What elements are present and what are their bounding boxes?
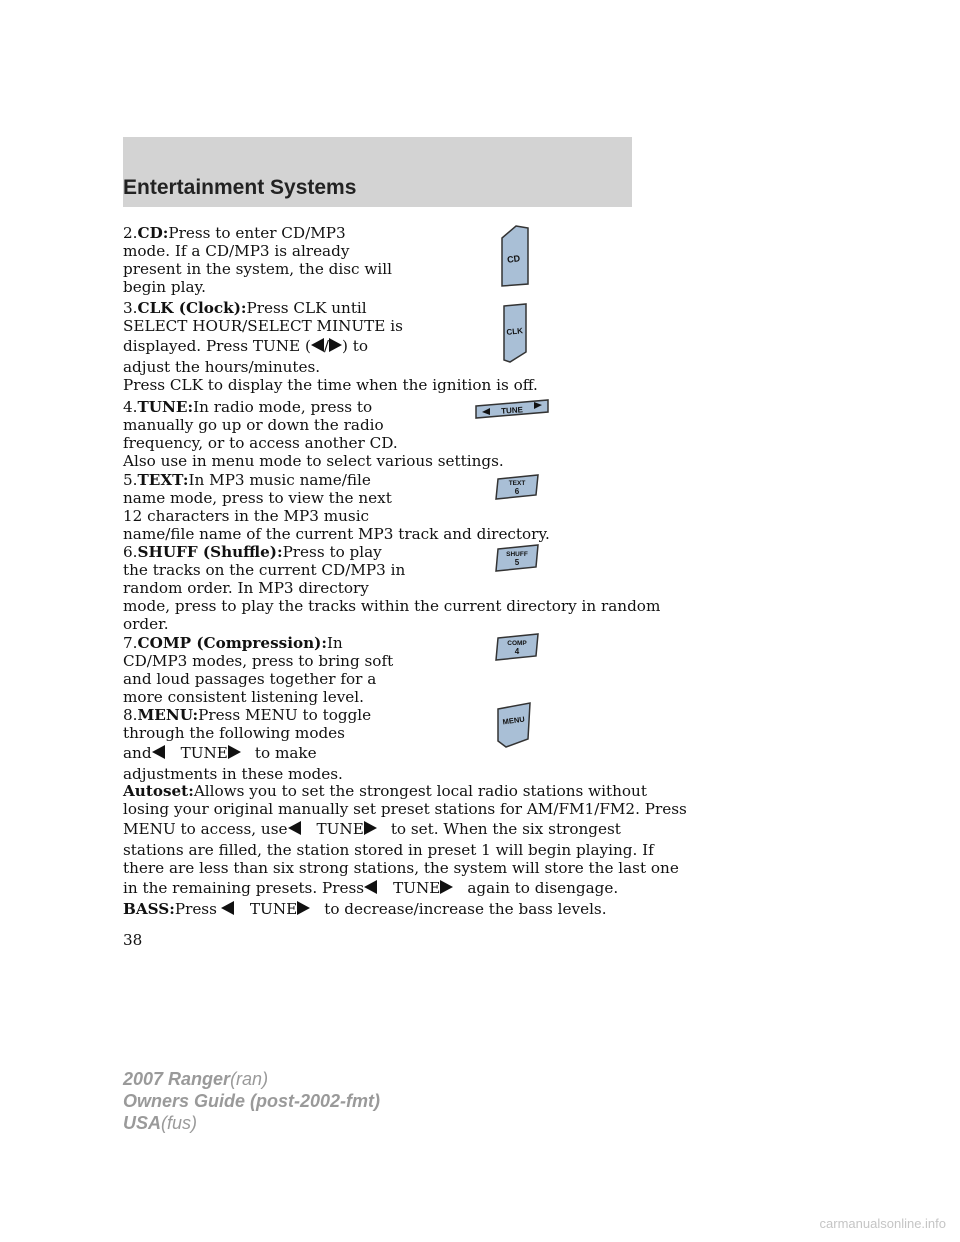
tune-right-arrow-icon [440, 880, 453, 894]
text-button-icon [494, 473, 542, 501]
text-button-label: TEXT [508, 480, 526, 487]
tune-left-arrow-icon [152, 745, 165, 759]
tune-left-arrow-icon [311, 338, 324, 352]
comp-button-number: 4 [514, 647, 520, 656]
menu-button-label: MENU [502, 714, 526, 727]
tune-right-arrow-icon [297, 901, 310, 915]
shuff-button-number: 5 [514, 558, 520, 567]
tune-right-arrow-icon [329, 338, 342, 352]
cd-description: 2.CD:Press to enter CD/MP3 mode. If a CD/MP3 is already present in the system, the disc will begin play. [123, 224, 392, 296]
tune-button-label: TUNE [500, 405, 524, 416]
cd-button-icon [494, 224, 534, 288]
clk-button-icon [500, 302, 532, 364]
clk-description: 3.CLK (Clock):Press CLK until SELECT HOUR/SELECT MINUTE is displayed. Press TUNE ( / ) to adjust the hours/minutes. Press CLK to display the time when the ignition is off. [123, 299, 538, 394]
tune-right-arrow-icon [228, 745, 241, 759]
text-button-number: 6 [514, 487, 520, 496]
comp-button-label: COMP [507, 640, 527, 647]
page-number: 38 [123, 931, 143, 949]
comp-description: 7.COMP (Compression):In CD/MP3 modes, press to bring soft and loud passages together for a more consistent listening level. [123, 634, 394, 706]
tune-left-arrow-icon [364, 880, 377, 894]
clk-button-label: CLK [506, 326, 524, 337]
bass-description: BASS:Press TUNE to decrease/increase the bass levels. [123, 900, 607, 918]
page-title: Entertainment Systems [123, 176, 357, 199]
footer: 2007 Ranger(ran) Owners Guide (post-2002-fmt) USA(fus) [123, 1069, 381, 1133]
menu-button-icon [494, 701, 536, 749]
tune-left-arrow-icon [221, 901, 234, 915]
cd-button-label: CD [506, 253, 521, 265]
text-description: 5.TEXT:In MP3 music name/file name mode, press to view the next 12 characters in the MP3 music name/file name of the current MP3 track and directory. [123, 471, 550, 543]
shuff-button-icon [494, 543, 542, 573]
watermark: carmanualsonline.info [819, 1216, 946, 1231]
comp-button-icon [494, 632, 542, 662]
tune-right-arrow-icon [364, 821, 377, 835]
tune-left-arrow-icon [288, 821, 301, 835]
menu-description: 8.MENU:Press MENU to toggle through the following modes and TUNE to make adjustments in these modes. [123, 706, 372, 783]
tune-button-icon [472, 398, 552, 420]
autoset-description: Autoset:Allows you to set the strongest local radio stations without losing your original manually set preset stations for AM/FM1/FM2. Press MENU to access, use TUNE to set. When the six strongest stations are filled, the station stored in preset 1 will begin playing. If there are less than six strong stations, the system will store the last one in the remaining presets. Press TUNE again to disengage. [123, 782, 687, 897]
tune-description: 4.TUNE:In radio mode, press to manually go up or down the radio frequency, or to access another CD. Also use in menu mode to select various settings. [123, 398, 504, 470]
shuff-button-label: SHUFF [506, 551, 528, 558]
shuff-description: 6.SHUFF (Shuffle):Press to play the tracks on the current CD/MP3 in random order. In MP3 directory mode, press to play the tracks within the current directory in random order. [123, 543, 661, 633]
